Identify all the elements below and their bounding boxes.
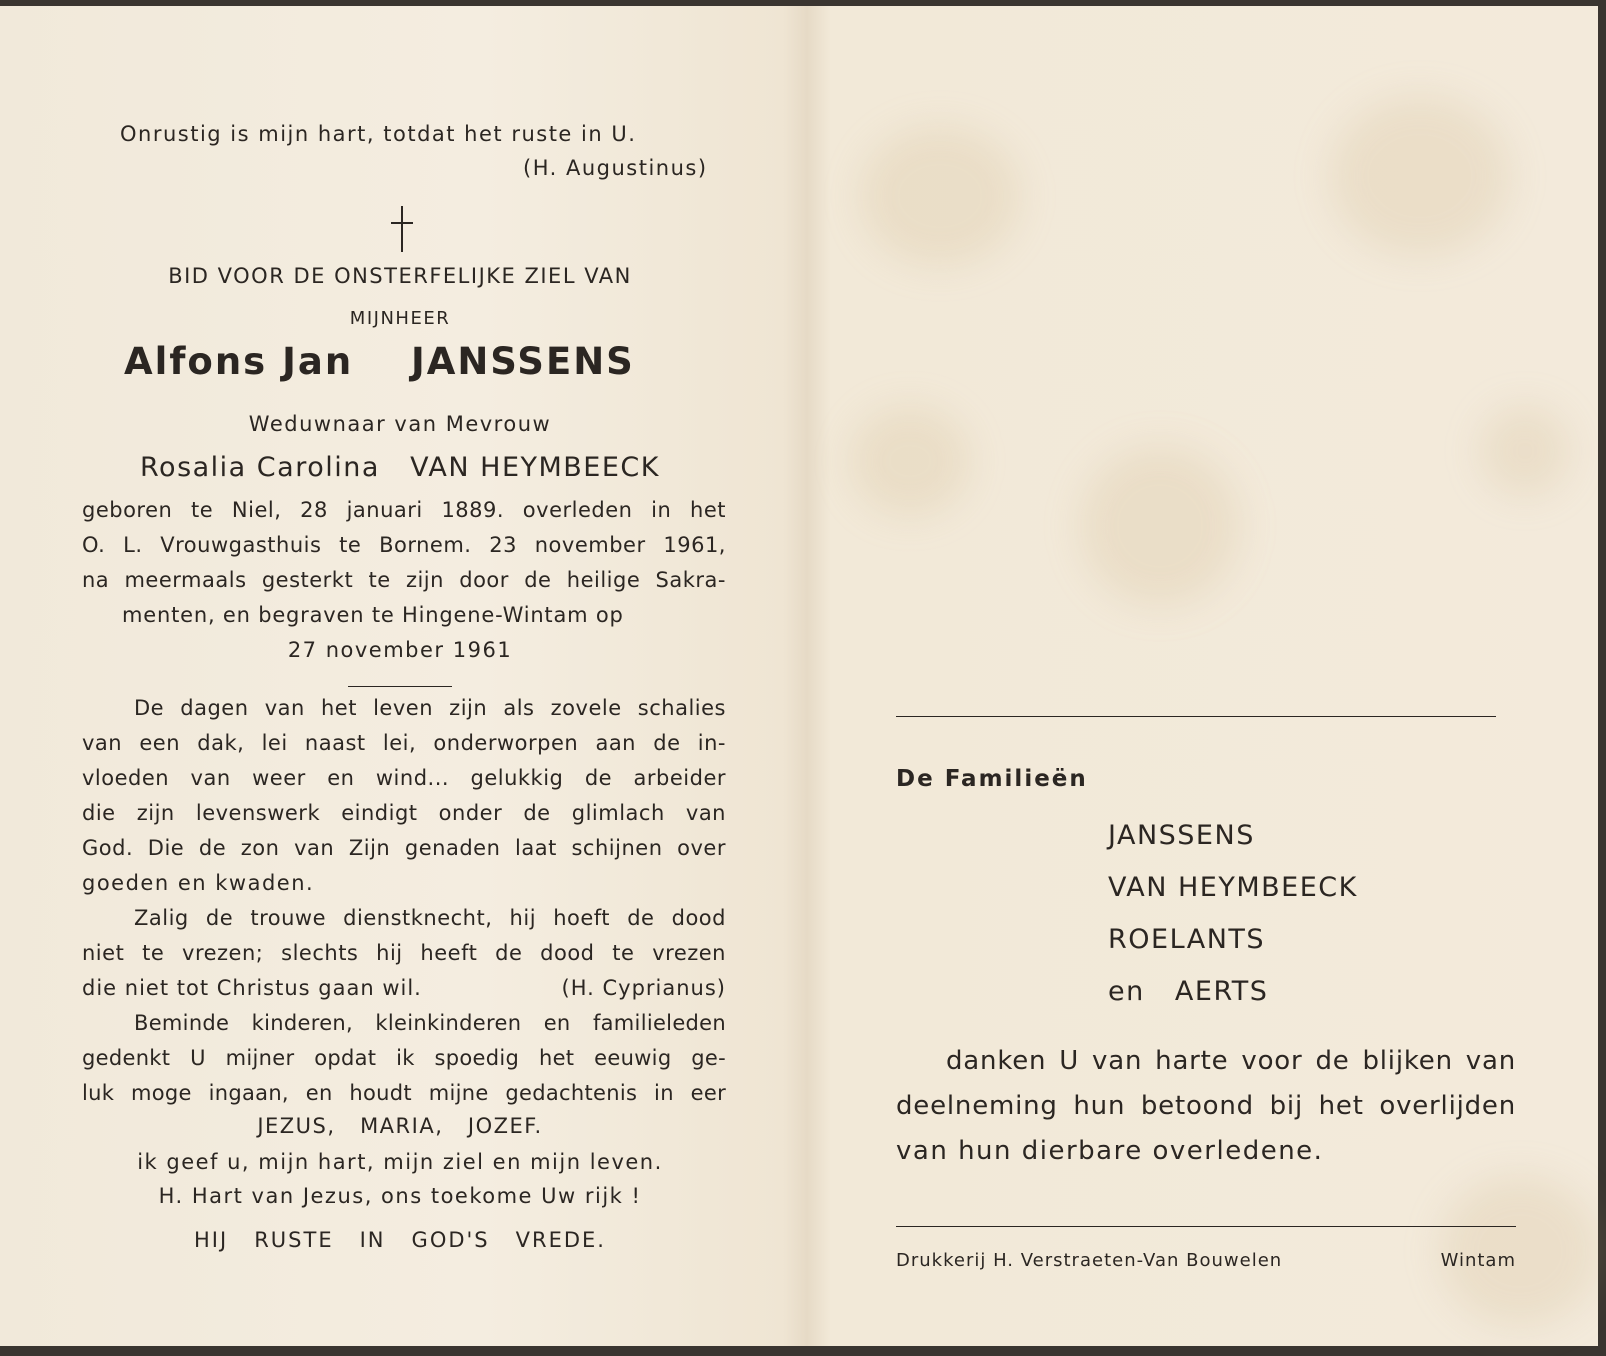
- family-name: JANSSENS: [1108, 820, 1255, 851]
- closing-rest-in-peace: HIJ RUSTE IN GOD'S VREDE.: [194, 1228, 606, 1252]
- invocation-offering: ik geef u, mijn hart, mijn ziel en mijn leven.: [137, 1150, 663, 1174]
- invocation-sacred-heart: H. Hart van Jezus, ons toekome Uw rijk !: [158, 1184, 642, 1208]
- deceased-surname: JANSSENS: [410, 340, 635, 383]
- text-line: die zijn levenswerk eindigt onder de glimlach van: [82, 801, 726, 825]
- cyprianus-line: die niet tot Christus gaan wil.: [82, 976, 422, 1000]
- text-line: [82, 976, 726, 1011]
- text-line: vloeden van weer en wind... gelukkig de arbeider: [82, 766, 726, 790]
- memorial-card: [0, 6, 1606, 1346]
- invocation-holy-family: JEZUS, MARIA, JOZEF.: [257, 1114, 543, 1138]
- cyprianus-source: (H. Cyprianus): [561, 976, 726, 1000]
- text-line: De dagen van het leven zijn als zovele schalies: [134, 696, 726, 720]
- meditation-text: [82, 696, 726, 1116]
- text-line: niet te vrezen; slechts hij heeft de dood te vrezen: [82, 941, 726, 965]
- text-line: luk moge ingaan, en houdt mijne gedachtenis in eer: [82, 1081, 726, 1105]
- bio-line: O. L. Vrouwgasthuis te Bornem. 23 november 1961,: [82, 533, 726, 557]
- thanks-text: [896, 1046, 1516, 1181]
- top-divider: [896, 716, 1496, 717]
- thanks-line: van hun dierbare overledene.: [896, 1136, 1324, 1166]
- spouse-intro: Weduwnaar van Mevrouw: [248, 412, 552, 436]
- printer-name: Drukkerij H. Verstraeten-Van Bouwelen: [896, 1250, 1283, 1271]
- thanks-line: deelneming hun betoond bij het overlijden: [896, 1091, 1516, 1121]
- printer-place: Wintam: [1440, 1250, 1516, 1271]
- left-panel: [0, 6, 800, 1346]
- spouse-name: Rosalia Carolina VAN HEYMBEECK: [140, 452, 660, 483]
- family-name: ROELANTS: [1108, 924, 1266, 955]
- text-line: goeden en kwaden.: [82, 871, 315, 895]
- right-panel: [810, 6, 1600, 1346]
- thanks-line: danken U van harte voor de blijken van: [946, 1046, 1516, 1076]
- bio-line: geboren te Niel, 28 januari 1889. overleden in het: [82, 498, 726, 522]
- biography: [82, 498, 726, 603]
- printer-line: [896, 1250, 1516, 1276]
- bio-line: menten, en begraven te Hingene-Wintam op: [122, 603, 624, 627]
- title-mijnheer: MIJNHEER: [349, 308, 451, 329]
- opening-quote: Onrustig is mijn hart, totdat het ruste in U.: [120, 122, 637, 146]
- family-name: AERTS: [1174, 976, 1269, 1007]
- quote-source: (H. Augustinus): [523, 156, 708, 180]
- family-name-last: [1108, 976, 1268, 1007]
- text-line: Zalig de trouwe dienstknecht, hij hoeft de dood: [134, 906, 726, 930]
- cross-icon: [388, 206, 416, 252]
- bio-line: 27 november 1961: [287, 638, 513, 662]
- family-conjunction: en: [1108, 976, 1145, 1007]
- text-line: Beminde kinderen, kleinkinderen en familieleden: [134, 1011, 726, 1035]
- bottom-divider: [896, 1226, 1516, 1227]
- families-intro: De Familieën: [896, 766, 1088, 792]
- bio-line: na meermaals gesterkt te zijn door de heilige Sakra-: [82, 568, 726, 592]
- text-line: God. Die de zon van Zijn genaden laat schijnen over: [82, 836, 726, 860]
- family-name: VAN HEYMBEECK: [1108, 872, 1358, 903]
- divider: [348, 686, 452, 687]
- text-line: gedenkt U mijner opdat ik spoedig het eeuwig ge-: [82, 1046, 726, 1070]
- text-line: van een dak, lei naast lei, onderworpen aan de in-: [82, 731, 726, 755]
- deceased-first-names: Alfons Jan: [124, 340, 354, 383]
- prayer-request: BID VOOR DE ONSTERFELIJKE ZIEL VAN: [168, 264, 632, 288]
- deceased-name: [124, 340, 635, 383]
